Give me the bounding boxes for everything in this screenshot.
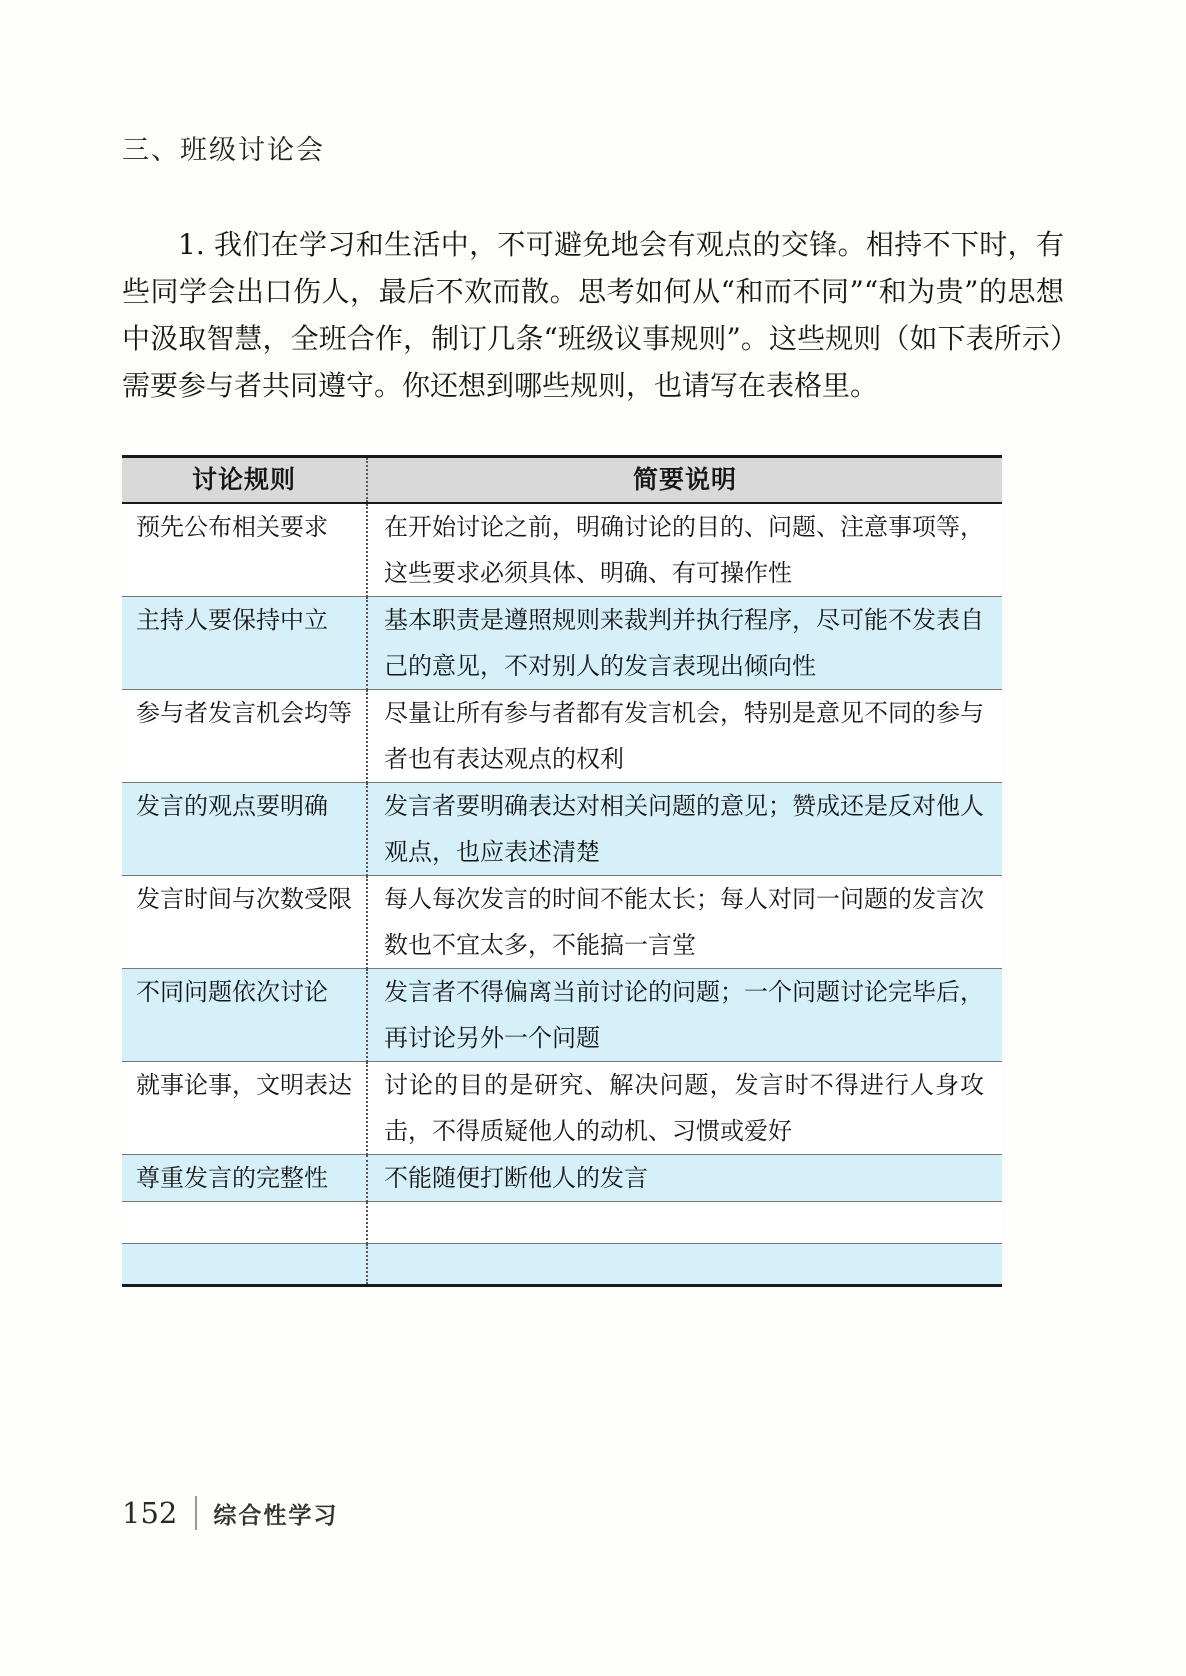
rule-cell [122,1202,367,1244]
table-row-empty [122,1202,1002,1244]
desc-cell: 尽量让所有参与者都有发言机会，特别是意见不同的参与者也有表达观点的权利 [367,690,1002,783]
rules-table [122,455,1002,1287]
rule-cell: 就事论事，文明表达 [122,1062,367,1155]
table-row [122,690,1002,783]
table-head [122,457,1002,504]
desc-cell: 在开始讨论之前，明确讨论的目的、问题、注意事项等，这些要求必须具体、明确、有可操作性 [367,503,1002,597]
page-footer [122,1496,338,1530]
table-row-empty [122,1244,1002,1286]
desc-cell: 基本职责是遵照规则来裁判并执行程序，尽可能不发表自己的意见，不对别人的发言表现出倾向性 [367,597,1002,690]
rule-cell [122,1244,367,1286]
rule-cell: 参与者发言机会均等 [122,690,367,783]
section-heading: 三、班级讨论会 [122,135,325,166]
table-header-row [122,457,1002,504]
table-body [122,503,1002,1286]
table-row [122,876,1002,969]
desc-cell: 不能随便打断他人的发言 [367,1155,1002,1202]
rule-cell: 主持人要保持中立 [122,597,367,690]
footer-section-label: 综合性学习 [213,1502,339,1529]
table-row [122,503,1002,597]
column-header-rule: 讨论规则 [122,457,367,504]
table-row [122,1155,1002,1202]
table-row [122,1062,1002,1155]
desc-cell [367,1202,1002,1244]
table-row [122,783,1002,876]
desc-cell: 讨论的目的是研究、解决问题，发言时不得进行人身攻击，不得质疑他人的动机、习惯或爱好 [367,1062,1002,1155]
intro-paragraph: 1. 我们在学习和生活中，不可避免地会有观点的交锋。相持不下时，有些同学会出口伤人，最后不欢而散。思考如何从“和而不同”“和为贵”的思想中汲取智慧，全班合作，制订几条“班级议事规则”。这些规则（如下表所示）需要参与者共同遵守。你还想到哪些规则，也请写在表格里。 [122,228,1064,402]
desc-cell: 每人每次发言的时间不能太长；每人对同一问题的发言次数也不宜太多，不能搞一言堂 [367,876,1002,969]
rule-cell: 预先公布相关要求 [122,503,367,597]
rule-cell: 发言的观点要明确 [122,783,367,876]
rule-cell: 尊重发言的完整性 [122,1155,367,1202]
desc-cell: 发言者要明确表达对相关问题的意见；赞成还是反对他人观点，也应表述清楚 [367,783,1002,876]
rule-cell: 发言时间与次数受限 [122,876,367,969]
table-row [122,597,1002,690]
page-number: 152 [122,1496,178,1530]
rule-cell: 不同问题依次讨论 [122,969,367,1062]
desc-cell: 发言者不得偏离当前讨论的问题；一个问题讨论完毕后，再讨论另外一个问题 [367,969,1002,1062]
column-header-desc: 简要说明 [367,457,1002,504]
footer-divider [195,1496,197,1530]
desc-cell [367,1244,1002,1286]
table-row [122,969,1002,1062]
